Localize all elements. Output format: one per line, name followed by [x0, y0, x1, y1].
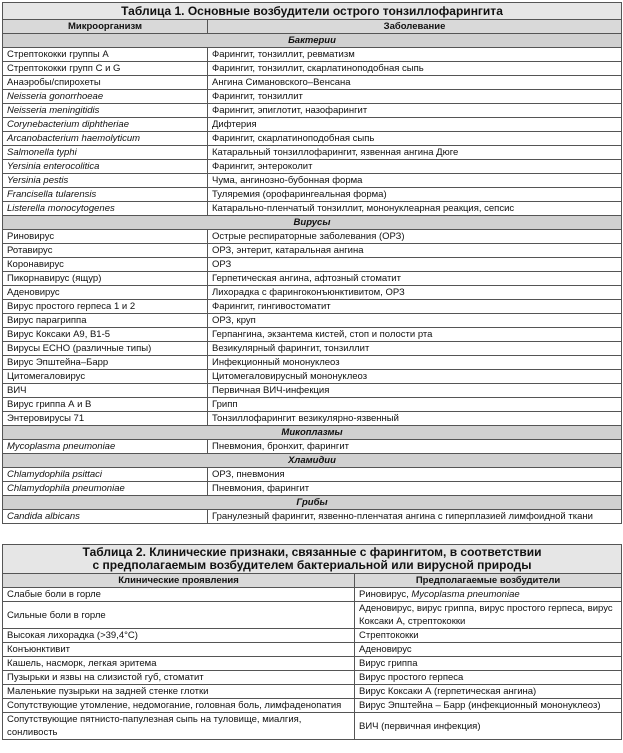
table-row — [3, 510, 622, 524]
table1-title: Таблица 1. Основные возбудители острого тонзиллофарингита — [3, 3, 622, 20]
microorganism-cell: Yersinia pestis — [3, 174, 208, 188]
microorganism-cell: Corynebacterium diphtheriae — [3, 118, 208, 132]
disease-cell: Грипп — [208, 398, 622, 412]
table1-body — [3, 34, 622, 524]
microorganism-cell: Стрептококки групп С и G — [3, 62, 208, 76]
table-row — [3, 342, 622, 356]
disease-cell: Гранулезный фарингит, язвенно-пленчатая ангина с гиперплазией лимфоидной ткани — [208, 510, 622, 524]
column-header-microorganism: Микроорганизм — [3, 20, 208, 34]
table-row — [3, 272, 622, 286]
microorganism-cell: Вирус Коксаки А9, В1-5 — [3, 328, 208, 342]
disease-cell: Первичная ВИЧ-инфекция — [208, 384, 622, 398]
clinical-sign-cell: Слабые боли в горле — [3, 588, 355, 602]
microorganism-cell: Стрептококки группы А — [3, 48, 208, 62]
microorganism-cell: Коронавирус — [3, 258, 208, 272]
microorganism-cell: Candida albicans — [3, 510, 208, 524]
suspected-agent-cell — [355, 685, 622, 699]
table-row — [3, 230, 622, 244]
microorganism-cell: Chlamydophila pneumoniae — [3, 482, 208, 496]
agent-text: Аденовирус, вирус гриппа, вирус простого герпеса, вирус Коксаки А, стрептококки — [359, 603, 613, 627]
agent-text: Стрептококки — [359, 630, 419, 641]
table-pathogens — [2, 2, 622, 524]
disease-cell: Фарингит, тонзиллит, скарлатиноподобная сыпь — [208, 62, 622, 76]
table-row — [3, 48, 622, 62]
microorganism-cell: Анаэробы/спирохеты — [3, 76, 208, 90]
microorganism-cell: Ротавирус — [3, 244, 208, 258]
disease-cell: Катарально-пленчатый тонзиллит, мононуклеарная реакция, сепсис — [208, 202, 622, 216]
suspected-agent-cell — [355, 699, 622, 713]
table-row — [3, 174, 622, 188]
table-row — [3, 244, 622, 258]
microorganism-cell: Salmonella typhi — [3, 146, 208, 160]
microorganism-cell: Пикорнавирус (ящур) — [3, 272, 208, 286]
table-row — [3, 300, 622, 314]
table2-title-line2: с предполагаемым возбудителем бактериальной или вирусной природы — [92, 558, 532, 572]
microorganism-cell: Neisseria gonorrhoeae — [3, 90, 208, 104]
disease-cell: Герпангина, экзантема кистей, стоп и полости рта — [208, 328, 622, 342]
disease-cell: ОРЗ, энтерит, катаральная ангина — [208, 244, 622, 258]
disease-cell: Пневмония, фарингит — [208, 482, 622, 496]
disease-cell: Пневмония, бронхит, фарингит — [208, 440, 622, 454]
table-row — [3, 384, 622, 398]
agent-text: Вирус простого герпеса — [359, 672, 464, 683]
disease-cell: Фарингит, эпиглотит, назофарингит — [208, 104, 622, 118]
disease-cell: Лихорадка с фарингоконъюнктивитом, ОРЗ — [208, 286, 622, 300]
table-row — [3, 468, 622, 482]
table-row — [3, 104, 622, 118]
disease-cell: Острые респираторные заболевания (ОРЗ) — [208, 230, 622, 244]
table-row — [3, 328, 622, 342]
table2-body — [3, 588, 622, 740]
table-row — [3, 685, 622, 699]
agent-text: Аденовирус — [359, 644, 412, 655]
suspected-agent-cell — [355, 671, 622, 685]
table-row — [3, 629, 622, 643]
disease-cell: ОРЗ, пневмония — [208, 468, 622, 482]
table-row — [3, 588, 622, 602]
microorganism-cell: Вирус парагриппа — [3, 314, 208, 328]
table-row — [3, 713, 622, 740]
table-row — [3, 90, 622, 104]
disease-cell: Фарингит, тонзиллит — [208, 90, 622, 104]
table-row — [3, 258, 622, 272]
microorganism-cell: Neisseria meningitidis — [3, 104, 208, 118]
microorganism-cell: ВИЧ — [3, 384, 208, 398]
section-header: Хламидии — [3, 454, 622, 468]
table-row — [3, 440, 622, 454]
microorganism-cell: Francisella tularensis — [3, 188, 208, 202]
disease-cell: Тонзиллофарингит везикулярно-язвенный — [208, 412, 622, 426]
agent-text-italic: Mycoplasma pneumoniae — [411, 589, 520, 600]
table-row — [3, 62, 622, 76]
table-row — [3, 398, 622, 412]
table2-title — [3, 545, 622, 574]
table-row — [3, 412, 622, 426]
agent-text: Вирус гриппа — [359, 658, 418, 669]
clinical-sign-cell: Пузырьки и язвы на слизистой губ, стоматит — [3, 671, 355, 685]
disease-cell: Туляремия (орофарингеальная форма) — [208, 188, 622, 202]
disease-cell: Фарингит, тонзиллит, ревматизм — [208, 48, 622, 62]
table-row — [3, 118, 622, 132]
section-header: Микоплазмы — [3, 426, 622, 440]
table-row — [3, 370, 622, 384]
disease-cell: Герпетическая ангина, афтозный стоматит — [208, 272, 622, 286]
column-header-clinical-signs: Клинические проявления — [3, 574, 355, 588]
suspected-agent-cell — [355, 602, 622, 629]
suspected-agent-cell — [355, 629, 622, 643]
microorganism-cell: Listerella monocytogenes — [3, 202, 208, 216]
table-row — [3, 314, 622, 328]
microorganism-cell: Цитомегаловирус — [3, 370, 208, 384]
microorganism-cell: Энтеровирусы 71 — [3, 412, 208, 426]
table-row — [3, 132, 622, 146]
agent-text: Риновирус, — [359, 589, 412, 600]
microorganism-cell: Вирус простого герпеса 1 и 2 — [3, 300, 208, 314]
column-header-suspected-agents: Предполагаемые возбудители — [355, 574, 622, 588]
table-clinical-signs — [2, 544, 622, 740]
table-row — [3, 356, 622, 370]
disease-cell: Фарингит, гингивостоматит — [208, 300, 622, 314]
clinical-sign-cell: Сопутствующие пятнисто-папулезная сыпь на туловище, миалгия, сонливость — [3, 713, 355, 740]
clinical-sign-cell: Сильные боли в горле — [3, 602, 355, 629]
agent-text: Вирус Эпштейна – Барр (инфекционный мононуклеоз) — [359, 700, 601, 711]
disease-cell: Катаральный тонзиллофарингит, язвенная ангина Дюге — [208, 146, 622, 160]
disease-cell: Дифтерия — [208, 118, 622, 132]
column-header-disease: Заболевание — [208, 20, 622, 34]
clinical-sign-cell: Высокая лихорадка (>39,4°С) — [3, 629, 355, 643]
section-header: Вирусы — [3, 216, 622, 230]
microorganism-cell: Chlamydophila psittaci — [3, 468, 208, 482]
clinical-sign-cell: Маленькие пузырьки на задней стенке глотки — [3, 685, 355, 699]
table-row — [3, 643, 622, 657]
section-header: Грибы — [3, 496, 622, 510]
suspected-agent-cell — [355, 588, 622, 602]
suspected-agent-cell — [355, 657, 622, 671]
microorganism-cell: Аденовирус — [3, 286, 208, 300]
table-row — [3, 482, 622, 496]
microorganism-cell: Mycoplasma pneumoniae — [3, 440, 208, 454]
disease-cell: Ангина Симановского–Венсана — [208, 76, 622, 90]
table-row — [3, 160, 622, 174]
agent-text: ВИЧ (первичная инфекция) — [359, 720, 481, 732]
table-row — [3, 188, 622, 202]
microorganism-cell: Вирус Эпштейна–Барр — [3, 356, 208, 370]
clinical-sign-cell: Конъюнктивит — [3, 643, 355, 657]
clinical-sign-cell: Кашель, насморк, легкая эритема — [3, 657, 355, 671]
table-row — [3, 699, 622, 713]
microorganism-cell: Риновирус — [3, 230, 208, 244]
table-row — [3, 671, 622, 685]
disease-cell: Везикулярный фарингит, тонзиллит — [208, 342, 622, 356]
agent-text: Вирус Коксаки А (герпетическая ангина) — [359, 686, 537, 697]
disease-cell: Инфекционный мононуклеоз — [208, 356, 622, 370]
table-row — [3, 76, 622, 90]
microorganism-cell: Вирусы ЕСНО (различные типы) — [3, 342, 208, 356]
disease-cell: ОРЗ — [208, 258, 622, 272]
table-row — [3, 146, 622, 160]
microorganism-cell: Arcanobacterium haemolyticum — [3, 132, 208, 146]
suspected-agent-cell — [355, 713, 622, 740]
disease-cell: Фарингит, скарлатиноподобная сыпь — [208, 132, 622, 146]
microorganism-cell: Вирус гриппа А и В — [3, 398, 208, 412]
disease-cell: Чума, ангинозно-бубонная форма — [208, 174, 622, 188]
clinical-sign-cell: Сопутствующие утомление, недомогание, головная боль, лимфаденопатия — [3, 699, 355, 713]
suspected-agent-cell — [355, 643, 622, 657]
disease-cell: Цитомегаловирусный мононуклеоз — [208, 370, 622, 384]
microorganism-cell: Yersinia enterocolitica — [3, 160, 208, 174]
table-row — [3, 657, 622, 671]
table-row — [3, 202, 622, 216]
table-row — [3, 602, 622, 629]
disease-cell: ОРЗ, круп — [208, 314, 622, 328]
disease-cell: Фарингит, энтероколит — [208, 160, 622, 174]
table-row — [3, 286, 622, 300]
section-header: Бактерии — [3, 34, 622, 48]
table2-title-line1: Таблица 2. Клинические признаки, связанные с фарингитом, в соответствии — [82, 545, 542, 559]
